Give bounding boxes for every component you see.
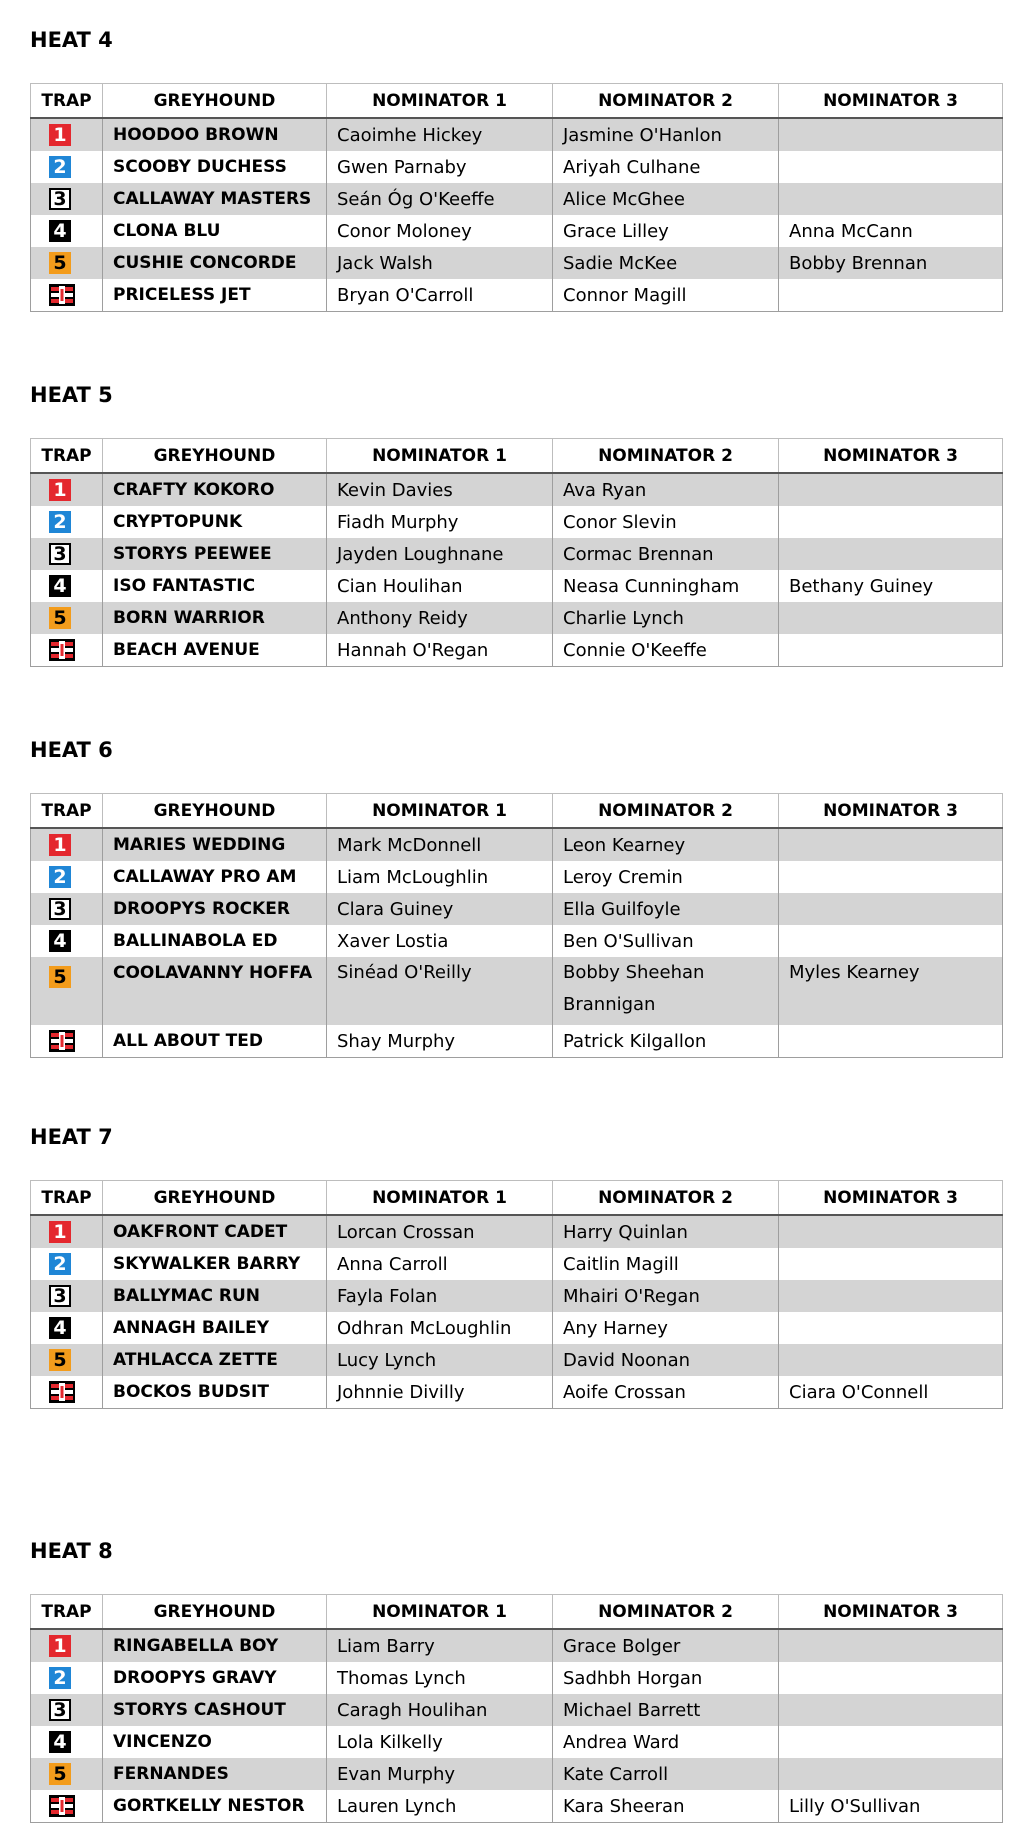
nominator-3-cell [779, 1025, 1003, 1058]
trap-1-icon: 1 [49, 1635, 71, 1657]
nominator-1-cell: Hannah O'Regan [327, 634, 553, 667]
table-row [31, 893, 1003, 925]
nominator-3-cell: Anna McCann [779, 215, 1003, 247]
table-row [31, 634, 1003, 667]
nominator-3-cell [779, 1726, 1003, 1758]
nominator-3-cell [779, 1662, 1003, 1694]
nominator-1-cell: Evan Murphy [327, 1758, 553, 1790]
greyhound-name: ALL ABOUT TED [103, 1025, 327, 1058]
nominator-3-cell [779, 1312, 1003, 1344]
nominator-1-cell: Cian Houlihan [327, 570, 553, 602]
table-row [31, 925, 1003, 957]
nominator-2-cell: Bobby Sheehan Brannigan [553, 957, 779, 1025]
greyhound-name: CRAFTY KOKORO [103, 473, 327, 506]
nominator-1-cell: Lauren Lynch [327, 1790, 553, 1823]
table-row [31, 118, 1003, 151]
nominations-table [30, 1180, 1003, 1409]
table-header-row [31, 794, 1003, 829]
trap-3-icon: 3 [49, 1699, 71, 1721]
trap-6-icon [49, 1795, 75, 1817]
trap-cell [31, 925, 103, 957]
nominator-1-cell: Anna Carroll [327, 1248, 553, 1280]
nominator-2-cell: Sadie McKee [553, 247, 779, 279]
nominator-1-cell: Fiadh Murphy [327, 506, 553, 538]
table-row [31, 183, 1003, 215]
header-trap: TRAP [31, 794, 103, 829]
nominator-3-cell [779, 1758, 1003, 1790]
nominator-2-cell: Grace Bolger [553, 1629, 779, 1662]
nominator-3-cell [779, 1248, 1003, 1280]
nominator-1-cell: Kevin Davies [327, 473, 553, 506]
nominator-2-cell: Ella Guilfoyle [553, 893, 779, 925]
trap-cell [31, 1694, 103, 1726]
table-row [31, 1629, 1003, 1662]
trap-2-icon: 2 [49, 866, 71, 888]
greyhound-name: CUSHIE CONCORDE [103, 247, 327, 279]
header-nominator-3: NOMINATOR 3 [779, 84, 1003, 119]
nominator-2-cell: Charlie Lynch [553, 602, 779, 634]
nominator-3-cell [779, 1344, 1003, 1376]
nominator-2-cell: Leroy Cremin [553, 861, 779, 893]
header-nominator-3: NOMINATOR 3 [779, 1595, 1003, 1630]
heat-section [30, 735, 1002, 1058]
greyhound-name: SKYWALKER BARRY [103, 1248, 327, 1280]
trap-6-icon [49, 1381, 75, 1403]
header-nominator-2: NOMINATOR 2 [553, 84, 779, 119]
table-row [31, 151, 1003, 183]
trap-3-icon: 3 [49, 1285, 71, 1307]
nominator-1-cell: Xaver Lostia [327, 925, 553, 957]
trap-4-icon: 4 [49, 220, 71, 242]
table-row [31, 279, 1003, 312]
nominator-2-cell: Leon Kearney [553, 828, 779, 861]
greyhound-name: ANNAGH BAILEY [103, 1312, 327, 1344]
trap-cell [31, 1758, 103, 1790]
nominator-3-cell: Ciara O'Connell [779, 1376, 1003, 1409]
nominator-3-cell [779, 1694, 1003, 1726]
nominator-3-cell [779, 602, 1003, 634]
trap-cell [31, 1280, 103, 1312]
table-row [31, 1312, 1003, 1344]
trap-2-icon: 2 [49, 511, 71, 533]
greyhound-name: HOODOO BROWN [103, 118, 327, 151]
nominator-3-cell [779, 151, 1003, 183]
nominator-2-cell: Aoife Crossan [553, 1376, 779, 1409]
heat-title: HEAT 5 [30, 383, 113, 407]
trap-1-icon: 1 [49, 479, 71, 501]
trap-2-icon: 2 [49, 1253, 71, 1275]
nominator-2-cell: Kara Sheeran [553, 1790, 779, 1823]
nominator-1-cell: Shay Murphy [327, 1025, 553, 1058]
trap-cell [31, 506, 103, 538]
header-nominator-1: NOMINATOR 1 [327, 439, 553, 474]
table-row [31, 1025, 1003, 1058]
header-nominator-2: NOMINATOR 2 [553, 1595, 779, 1630]
trap-cell [31, 570, 103, 602]
header-nominator-3: NOMINATOR 3 [779, 1181, 1003, 1216]
header-greyhound: GREYHOUND [103, 439, 327, 474]
trap-cell [31, 1376, 103, 1409]
nominator-1-cell: Anthony Reidy [327, 602, 553, 634]
nominator-2-cell: Alice McGhee [553, 183, 779, 215]
nominator-3-cell [779, 506, 1003, 538]
table-row [31, 957, 1003, 1025]
nominator-3-cell: Lilly O'Sullivan [779, 1790, 1003, 1823]
greyhound-name: COOLAVANNY HOFFA [103, 957, 327, 1025]
nominator-2-cell: Connor Magill [553, 279, 779, 312]
greyhound-name: OAKFRONT CADET [103, 1215, 327, 1248]
greyhound-name: STORYS PEEWEE [103, 538, 327, 570]
nominator-3-cell [779, 279, 1003, 312]
nominator-2-cell: Patrick Kilgallon [553, 1025, 779, 1058]
heat-section [30, 1122, 1002, 1409]
greyhound-name: MARIES WEDDING [103, 828, 327, 861]
nominator-1-cell: Lola Kilkelly [327, 1726, 553, 1758]
trap-1-icon: 1 [49, 1221, 71, 1243]
table-row [31, 570, 1003, 602]
trap-cell [31, 1790, 103, 1823]
trap-4-icon: 4 [49, 575, 71, 597]
nominator-3-cell [779, 861, 1003, 893]
trap-cell [31, 893, 103, 925]
trap-cell [31, 957, 103, 1025]
header-greyhound: GREYHOUND [103, 84, 327, 119]
nominator-3-cell [779, 828, 1003, 861]
table-header-row [31, 1595, 1003, 1630]
heat-title: HEAT 7 [30, 1125, 113, 1149]
table-row [31, 861, 1003, 893]
trap-5-icon: 5 [49, 252, 71, 274]
table-row [31, 506, 1003, 538]
nominator-2-cell: Ben O'Sullivan [553, 925, 779, 957]
header-nominator-2: NOMINATOR 2 [553, 1181, 779, 1216]
header-nominator-2: NOMINATOR 2 [553, 439, 779, 474]
trap-3-icon: 3 [49, 543, 71, 565]
nominator-2-cell: Grace Lilley [553, 215, 779, 247]
nominator-2-cell: Connie O'Keeffe [553, 634, 779, 667]
nominator-2-cell: Kate Carroll [553, 1758, 779, 1790]
nominator-2-cell: Neasa Cunningham [553, 570, 779, 602]
nominator-1-cell: Thomas Lynch [327, 1662, 553, 1694]
nominator-2-cell: Harry Quinlan [553, 1215, 779, 1248]
greyhound-name: BALLYMAC RUN [103, 1280, 327, 1312]
header-trap: TRAP [31, 84, 103, 119]
nominator-2-cell: Sadhbh Horgan [553, 1662, 779, 1694]
table-row [31, 538, 1003, 570]
greyhound-name: BORN WARRIOR [103, 602, 327, 634]
trap-3-icon: 3 [49, 898, 71, 920]
nominator-2-cell: Cormac Brennan [553, 538, 779, 570]
nominator-3-cell: Bobby Brennan [779, 247, 1003, 279]
header-nominator-1: NOMINATOR 1 [327, 84, 553, 119]
trap-cell [31, 1248, 103, 1280]
table-header-row [31, 1181, 1003, 1216]
trap-cell [31, 634, 103, 667]
nominator-2-cell: Conor Slevin [553, 506, 779, 538]
nominator-1-cell: Sinéad O'Reilly [327, 957, 553, 1025]
trap-5-icon: 5 [49, 1349, 71, 1371]
nominations-table [30, 83, 1003, 312]
table-row [31, 1248, 1003, 1280]
table-row [31, 1280, 1003, 1312]
header-trap: TRAP [31, 439, 103, 474]
heat-title: HEAT 8 [30, 1539, 113, 1563]
trap-1-icon: 1 [49, 834, 71, 856]
trap-cell [31, 1726, 103, 1758]
trap-cell [31, 1662, 103, 1694]
greyhound-name: CRYPTOPUNK [103, 506, 327, 538]
table-row [31, 828, 1003, 861]
header-nominator-1: NOMINATOR 1 [327, 794, 553, 829]
nominator-1-cell: Jack Walsh [327, 247, 553, 279]
heat-section [30, 380, 1002, 667]
greyhound-name: GORTKELLY NESTOR [103, 1790, 327, 1823]
greyhound-name: DROOPYS ROCKER [103, 893, 327, 925]
nominator-1-cell: Mark McDonnell [327, 828, 553, 861]
nominator-1-cell: Fayla Folan [327, 1280, 553, 1312]
trap-3-icon: 3 [49, 188, 71, 210]
header-trap: TRAP [31, 1595, 103, 1630]
greyhound-name: STORYS CASHOUT [103, 1694, 327, 1726]
table-row [31, 1215, 1003, 1248]
nominator-2-cell: David Noonan [553, 1344, 779, 1376]
greyhound-name: BEACH AVENUE [103, 634, 327, 667]
table-row [31, 247, 1003, 279]
nominator-1-cell: Conor Moloney [327, 215, 553, 247]
trap-cell [31, 861, 103, 893]
nominator-3-cell [779, 473, 1003, 506]
nominator-3-cell [779, 1215, 1003, 1248]
greyhound-name: FERNANDES [103, 1758, 327, 1790]
table-row [31, 1790, 1003, 1823]
trap-2-icon: 2 [49, 1667, 71, 1689]
nominator-1-cell: Liam Barry [327, 1629, 553, 1662]
nominator-3-cell [779, 634, 1003, 667]
nominator-2-cell: Ava Ryan [553, 473, 779, 506]
nominator-3-cell: Bethany Guiney [779, 570, 1003, 602]
greyhound-name: PRICELESS JET [103, 279, 327, 312]
nominator-2-cell: Ariyah Culhane [553, 151, 779, 183]
greyhound-name: CALLAWAY MASTERS [103, 183, 327, 215]
nominator-2-cell: Andrea Ward [553, 1726, 779, 1758]
nominations-table [30, 438, 1003, 667]
greyhound-name: CALLAWAY PRO AM [103, 861, 327, 893]
table-row [31, 1376, 1003, 1409]
trap-6-icon [49, 284, 75, 306]
trap-cell [31, 828, 103, 861]
greyhound-name: RINGABELLA BOY [103, 1629, 327, 1662]
greyhound-name: ISO FANTASTIC [103, 570, 327, 602]
table-row [31, 1694, 1003, 1726]
trap-6-icon [49, 1030, 75, 1052]
nominator-3-cell [779, 1280, 1003, 1312]
nominator-1-cell: Odhran McLoughlin [327, 1312, 553, 1344]
header-nominator-1: NOMINATOR 1 [327, 1595, 553, 1630]
trap-cell [31, 1344, 103, 1376]
nominator-3-cell [779, 893, 1003, 925]
nominator-1-cell: Caoimhe Hickey [327, 118, 553, 151]
nominator-1-cell: Jayden Loughnane [327, 538, 553, 570]
trap-cell [31, 151, 103, 183]
trap-5-icon: 5 [49, 607, 71, 629]
table-header-row [31, 439, 1003, 474]
header-nominator-3: NOMINATOR 3 [779, 794, 1003, 829]
trap-cell [31, 1312, 103, 1344]
table-row [31, 215, 1003, 247]
nominator-1-cell: Bryan O'Carroll [327, 279, 553, 312]
nominations-table [30, 1594, 1003, 1823]
header-greyhound: GREYHOUND [103, 794, 327, 829]
header-greyhound: GREYHOUND [103, 1181, 327, 1216]
heat-section [30, 1536, 1002, 1823]
nominator-3-cell [779, 183, 1003, 215]
header-greyhound: GREYHOUND [103, 1595, 327, 1630]
nominator-1-cell: Liam McLoughlin [327, 861, 553, 893]
nominator-3-cell: Myles Kearney [779, 957, 1003, 1025]
trap-cell [31, 279, 103, 312]
nominator-2-cell: Michael Barrett [553, 1694, 779, 1726]
greyhound-name: CLONA BLU [103, 215, 327, 247]
trap-4-icon: 4 [49, 1317, 71, 1339]
trap-2-icon: 2 [49, 156, 71, 178]
nominator-2-cell: Jasmine O'Hanlon [553, 118, 779, 151]
trap-1-icon: 1 [49, 124, 71, 146]
nominator-3-cell [779, 118, 1003, 151]
trap-cell [31, 1025, 103, 1058]
nominator-1-cell: Gwen Parnaby [327, 151, 553, 183]
nominator-1-cell: Caragh Houlihan [327, 1694, 553, 1726]
nominator-1-cell: Seán Óg O'Keeffe [327, 183, 553, 215]
trap-4-icon: 4 [49, 1731, 71, 1753]
trap-cell [31, 1629, 103, 1662]
nominator-1-cell: Lucy Lynch [327, 1344, 553, 1376]
greyhound-name: DROOPYS GRAVY [103, 1662, 327, 1694]
table-header-row [31, 84, 1003, 119]
trap-4-icon: 4 [49, 930, 71, 952]
table-row [31, 602, 1003, 634]
greyhound-name: BALLINABOLA ED [103, 925, 327, 957]
greyhound-name: BOCKOS BUDSIT [103, 1376, 327, 1409]
heat-section [30, 25, 1002, 312]
greyhound-name: ATHLACCA ZETTE [103, 1344, 327, 1376]
header-nominator-2: NOMINATOR 2 [553, 794, 779, 829]
trap-cell [31, 215, 103, 247]
table-row [31, 473, 1003, 506]
nominator-1-cell: Clara Guiney [327, 893, 553, 925]
nominator-1-cell: Lorcan Crossan [327, 1215, 553, 1248]
trap-cell [31, 183, 103, 215]
trap-cell [31, 118, 103, 151]
table-row [31, 1758, 1003, 1790]
header-trap: TRAP [31, 1181, 103, 1216]
nominator-2-cell: Mhairi O'Regan [553, 1280, 779, 1312]
greyhound-name: SCOOBY DUCHESS [103, 151, 327, 183]
header-nominator-1: NOMINATOR 1 [327, 1181, 553, 1216]
nominator-3-cell [779, 538, 1003, 570]
nominator-3-cell [779, 925, 1003, 957]
trap-cell [31, 538, 103, 570]
trap-5-icon: 5 [49, 1763, 71, 1785]
heat-title: HEAT 4 [30, 28, 113, 52]
table-row [31, 1344, 1003, 1376]
nominator-3-cell [779, 1629, 1003, 1662]
table-row [31, 1662, 1003, 1694]
nominator-2-cell: Any Harney [553, 1312, 779, 1344]
header-nominator-3: NOMINATOR 3 [779, 439, 1003, 474]
trap-cell [31, 602, 103, 634]
trap-5-icon: 5 [49, 966, 71, 988]
nominations-table [30, 793, 1003, 1058]
nominator-1-cell: Johnnie Divilly [327, 1376, 553, 1409]
table-row [31, 1726, 1003, 1758]
greyhound-name: VINCENZO [103, 1726, 327, 1758]
trap-cell [31, 473, 103, 506]
trap-6-icon [49, 639, 75, 661]
trap-cell [31, 247, 103, 279]
heat-title: HEAT 6 [30, 738, 113, 762]
trap-cell [31, 1215, 103, 1248]
nominator-2-cell: Caitlin Magill [553, 1248, 779, 1280]
